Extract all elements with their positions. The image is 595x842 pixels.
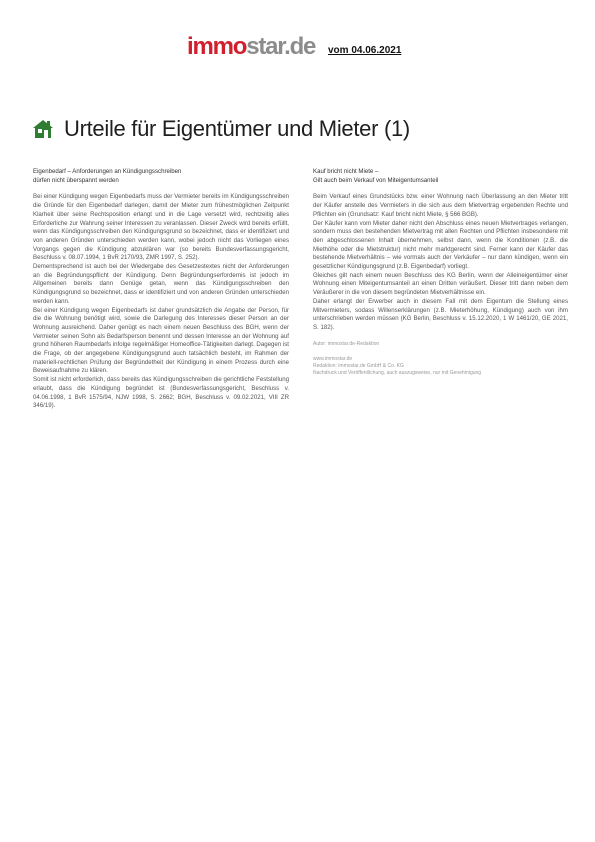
left-paragraph-3: Bei einer Kündigung wegen Eigenbedarfs ist daher grundsätzlich die Angabe der Person, für die die Wohnung benötigt wird, sowie die Darlegung des Interesses dieser Person an der Wohnung ausreichend. Daher genügt es nach einem neuen Beschluss des BGH, wenn der Vermieter seinen Sohn als Bedarfsperson benennt und dessen Interesse an der Wohnung auf grund höheren Raumbedarfs infolge regelmäßiger Homeoffice-Tätigkeiten darlegt. Dagegen ist die Frage, ob der angegebene Kündigungsgrund auch tatsächlich besteht, im Rahmen der materiell-rechtlichen Prüfung der Begründetheit der Kündigung in einem Prozess durch eine Beweisaufnahme zu klären. [33,306,289,375]
right-paragraph-1: Beim Verkauf eines Grundstücks bzw. einer Wohnung nach Überlassung an den Mieter tritt der Käufer anstelle des Vermieters in die sich aus dem Mietvertrag ergebenden Rechte und Pflichten ein (Grundsatz: Kauf bricht nicht Miete, § 566 BGB). [313,193,568,218]
left-article-heading [33,168,289,185]
right-article-heading [313,168,568,185]
left-paragraph-1: Bei einer Kündigung wegen Eigenbedarfs muss der Vermieter bereits im Kündigungsschreiben die Gründe für den Eigenbedarf darlegen, damit der Mieter zum frühestmöglichen Zeitpunkt Klarheit über seine Rechtsposition erlangt und in die Lage versetzt wird, rechtzeitig alles Erforderliche zur Wahrung seiner Interessen zu veranlassen. Dieser Zweck wird bereits erfüllt, wenn das Kündigungsschreiben den Kündigungsgrund so bezeichnet, dass er identifiziert und von anderen Gründen unterschieden werden kann, wobei jedoch nicht das Vorliegen eines Vorgangs gegen die Kündigung abzuklären war (so bereits Bundesverfassungsgericht, Beschluss v. 08.07.1994, 1 BvR 2170/93, ZMR 1997, S. 252). [33,193,289,262]
house-icon [33,120,53,138]
footer-line-1: www.immostar.de [313,355,353,362]
right-paragraph-2: Der Käufer kann vom Mieter daher nicht den Abschluss eines neuen Mietvertrages verlangen, sondern muss den bestehenden Mietvertrag mit allen Rechten und Pflichten insbesondere mit den abgeschlossenen Inhalt übernehmen, selbst dann, wenn die Konditionen (z.B. die Miethöhe oder die Mietstruktur) nicht mehr marktgerecht sind. Ferner kann der Käufer das bestehende Mietverhältnis – wie vormals auch der Verkäufer – nur dann kündigen, wenn ein gesetzlicher Kündigungsgrund (z.B. Eigenbedarf) vorliegt. [313,219,568,271]
footer-line-3: Nachdruck und Veröffentlichung, auch auszugsweise, nur mit Genehmigung [313,369,482,376]
logo-part-star: star [246,33,285,60]
logo-part-de: .de [284,33,316,60]
logo-part-immo: immo [187,33,247,60]
left-paragraph-2: Dementsprechend ist auch bei der Wiedergabe des Gesetzestextes nicht der Anforderungen an die Begründungspflicht der Kündigung. Denn Begründungserfordernis ist jedoch im Allgemeinen bereits dann Genüge getan, wenn das Kündigungsschreiben den Kündigungsgrund so bezeichnet, dass er identifiziert und von anderen Gründen unterschieden werden kann. [33,263,289,305]
right-heading-line-2: Gilt auch beim Verkauf von Miteigentumsanteil [313,176,439,184]
right-heading-line-1: Kauf bricht nicht Miete – [313,168,379,175]
author-note: Autor: immostar.de-Redaktion [313,340,380,347]
page-title: Urteile für Eigentümer und Mieter (1) [64,116,410,141]
left-article [33,168,289,411]
left-heading-line-2: dürfen nicht überspannt werden [33,176,119,184]
right-paragraph-3: Gleiches gilt nach einem neuen Beschluss des KG Berlin, wenn der Alleineigentümer einer Wohnung einen Miteigentumsanteil an einen Dritten veräußert. Dieser tritt dann neben dem Veräußerer in die von diesem begründeten Mietverhältnisse ein. [313,271,568,297]
left-paragraph-4: Somit ist nicht erforderlich, dass bereits das Kündigungsschreiben die gerichtliche Feststellung erlaubt, dass die Kündigung begründet ist (Bundesverfassungsgericht, Beschluss v. 04.06.1998, 1 BvR 1575/94, NJW 1998, S. 2662; BGH, Beschluss v. 09.02.2021, VIII ZR 346/19). [33,376,289,410]
immostar-logo [187,34,315,60]
right-article [313,168,568,377]
title-row [33,115,453,143]
footer-line-2: Redaktion: immostar.de GmbH & Co. KG [313,362,404,369]
right-paragraph-4: Daher erlangt der Erwerber auch in diesem Fall mit dem Eigentum die Stellung eines Mitvermieters, sodass Willenserklärungen (z.B. Mieterhöhung, Kündigung) auch von ihm unterschrieben werden müssen (KG Berlin, Beschluss v. 15.12.2020, 1 W 1461/20, GE 2021, S. 182). [313,297,568,331]
page-header [187,34,417,64]
left-heading-line-1: Eigenbedarf – Anforderungen an Kündigungsschreiben [33,168,182,175]
publisher-footer [313,356,568,377]
issue-date: vom 04.06.2021 [328,45,402,56]
